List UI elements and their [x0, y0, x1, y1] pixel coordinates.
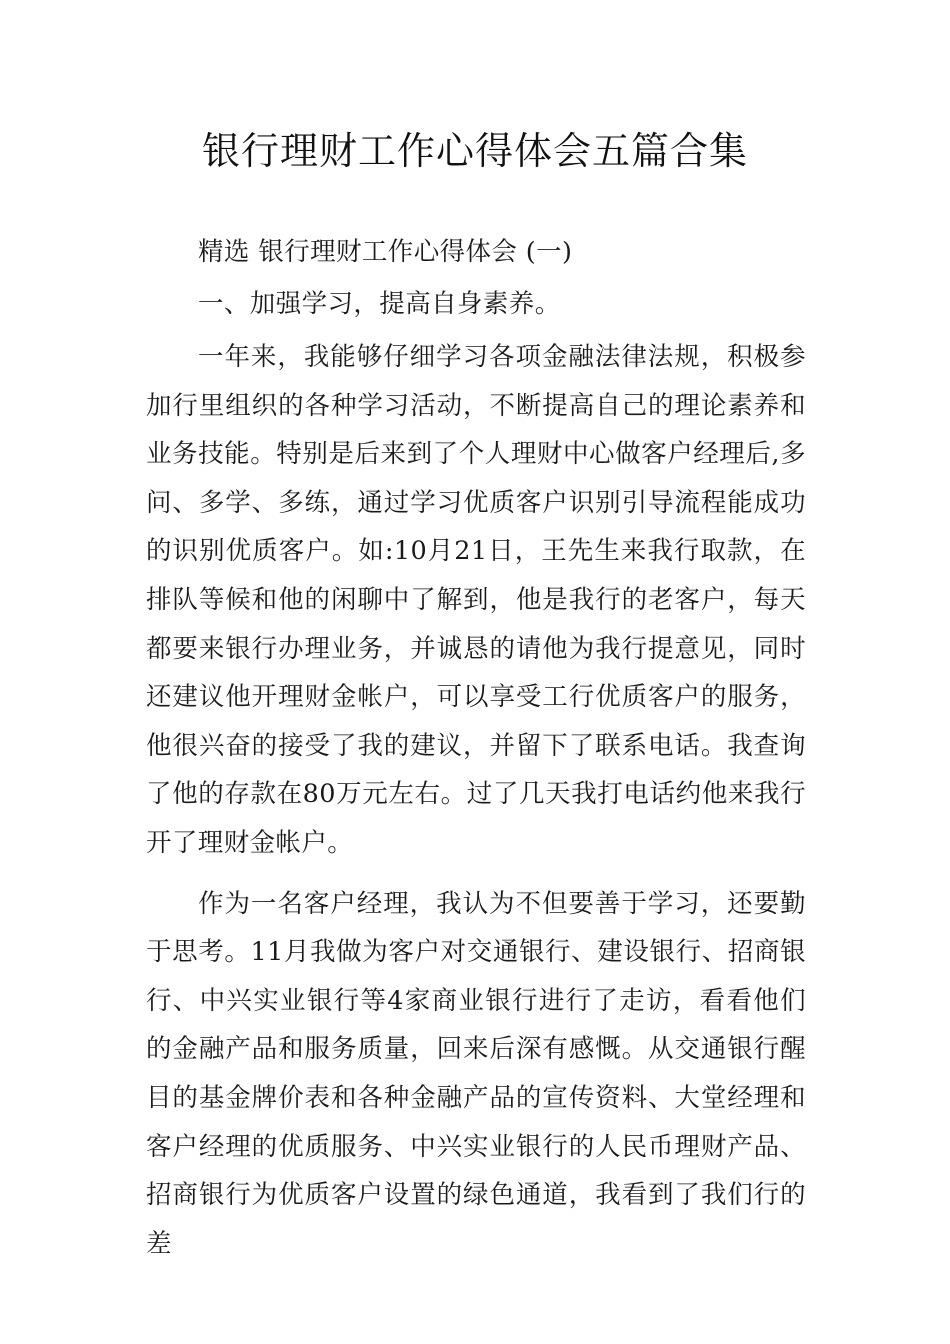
body-paragraph: 一年来，我能够仔细学习各项金融法律法规，积极参加行里组织的各种学习活动，不断提高自己的理论素养和业务技能。特别是后来到了个人理财中心做客户经理后,多问、多学、多练，通过学习优质客户识别引导流程能成功的识别优质客户。如:10月21日，王先生来我行取款，在排队等候和他的闲聊中了解到，他是我行的老客户，每天都要来银行办理业务，并诚恳的请他为我行提意见，同时还建议他开理财金帐户，可以享受工行优质客户的服务，他很兴奋的接受了我的建议，并留下了联系电话。我查询了他的存款在80万元左右。过了几天我打电话约他来我行开了理财金帐户。 — [146, 342, 806, 858]
section-heading: 精选 银行理财工作心得体会 (一) — [198, 237, 573, 267]
body-paragraph: 作为一名客户经理，我认为不但要善于学习，还要勤于思考。11月我做为客户对交通银行、建设银行、招商银行、中兴实业银行等4家商业银行进行了走访，看看他们的金融产品和服务质量，回来后深有感慨。从交通银行醒目的基金牌价表和各种金融产品的宣传资料、大堂经理和客户经理的优质服务、中兴实业银行的人民币理财产品、招商银行为优质客户设置的绿色通道，我看到了我们行的差 — [146, 888, 806, 1259]
point-heading: 一、加强学习，提高自身素养。 — [198, 289, 561, 319]
document-title: 银行理财工作心得体会五篇合集 — [201, 129, 748, 173]
document-body — [146, 226, 806, 1268]
